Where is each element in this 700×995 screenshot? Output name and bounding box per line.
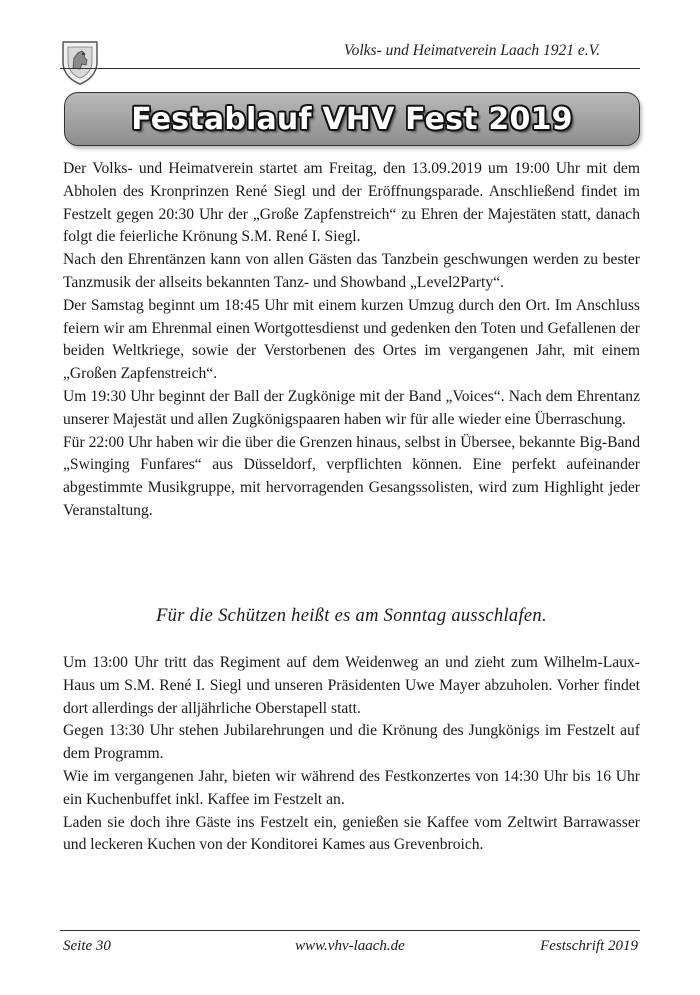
section-friday-saturday [63, 158, 640, 523]
paragraph: Laden sie doch ihre Gäste ins Festzelt ein, genießen sie Kaffee vom Zeltwirt Barrawasser und leckeren Kuchen von der Konditorei Kames aus Grevenbroich. [63, 813, 640, 854]
page-title: Festablauf VHV Fest 2019 [131, 101, 573, 137]
paragraph: Um 13:00 Uhr tritt das Regiment auf dem Weidenweg an und zieht zum Wilhelm-Laux-Haus um S.M. René I. Siegl und unseren Präsidenten Uwe Mayer abzuholen. Vorher findet dort allerdings der alljährliche Oberstapell statt. [63, 654, 640, 717]
header-divider [60, 68, 640, 69]
section-sunday [63, 652, 640, 857]
paragraph: Nach den Ehrentänzen kann von allen Gästen das Tanzbein geschwungen werden zu bester Tanzmusik der allseits bekannten Tanz- und Showband „Level2Party“. [63, 251, 640, 291]
paragraph: Der Samstag beginnt um 18:45 Uhr mit einem kurzen Umzug durch den Ort. Im Anschluss feiern wir am Ehrenmal einen Wortgottesdienst und gedenken den Toten und Gefallenen der beiden Weltkriege, sowie der Verstorbenen des Ortes im vergangenen Jahr, mit einem „Großen Zapfenstreich“. [63, 296, 640, 383]
paragraph: Gegen 13:30 Uhr stehen Jubilarehrungen und die Krönung des Jungkönigs im Festzelt auf dem Programm. [63, 722, 640, 763]
publication-name: Festschrift 2019 [540, 938, 638, 954]
title-banner [64, 92, 640, 146]
sunday-subheading: Für die Schützen heißt es am Sonntag ausschlafen. [156, 606, 547, 626]
footer-divider [60, 930, 640, 931]
paragraph: Wie im vergangenen Jahr, bieten wir während des Festkonzertes von 14:30 Uhr bis 16 Uhr ein Kuchenbuffet inkl. Kaffee im Festzelt an. [63, 767, 640, 808]
website-url: www.vhv-laach.de [295, 938, 405, 954]
header-title: Volks- und Heimatverein Laach 1921 e.V. [343, 42, 600, 59]
paragraph: Für 22:00 Uhr haben wir die über die Grenzen hinaus, selbst in Übersee, bekannte Big-Band „Swinging Funfares“ aus Düsseldorf, verpflichten können. Eine perfekt aufeinander abgestimmte Musikgruppe, mit hervorragenden Gesangssolisten, wird zum Highlight jeder Veranstaltung. [63, 433, 640, 519]
page-number: Seite 30 [63, 938, 111, 954]
paragraph: Um 19:30 Uhr beginnt der Ball der Zugkönige mit der Band „Voices“. Nach dem Ehrentanz unserer Majestät und allen Zugkönigspaaren haben wir für alle wieder eine Überraschung. [63, 387, 640, 428]
paragraph: Der Volks- und Heimatverein startet am Freitag, den 13.09.2019 um 19:00 Uhr mit dem Abholen des Kronprinzen René Siegl und der Eröffnungsparade. Anschließend findet im Festzelt gegen 20:30 Uhr der „Große Zapfenstreich“ zu Ehren der Majestäten statt, danach folgt die feierliche Krönung S.M. René I. Siegl. [63, 160, 640, 246]
